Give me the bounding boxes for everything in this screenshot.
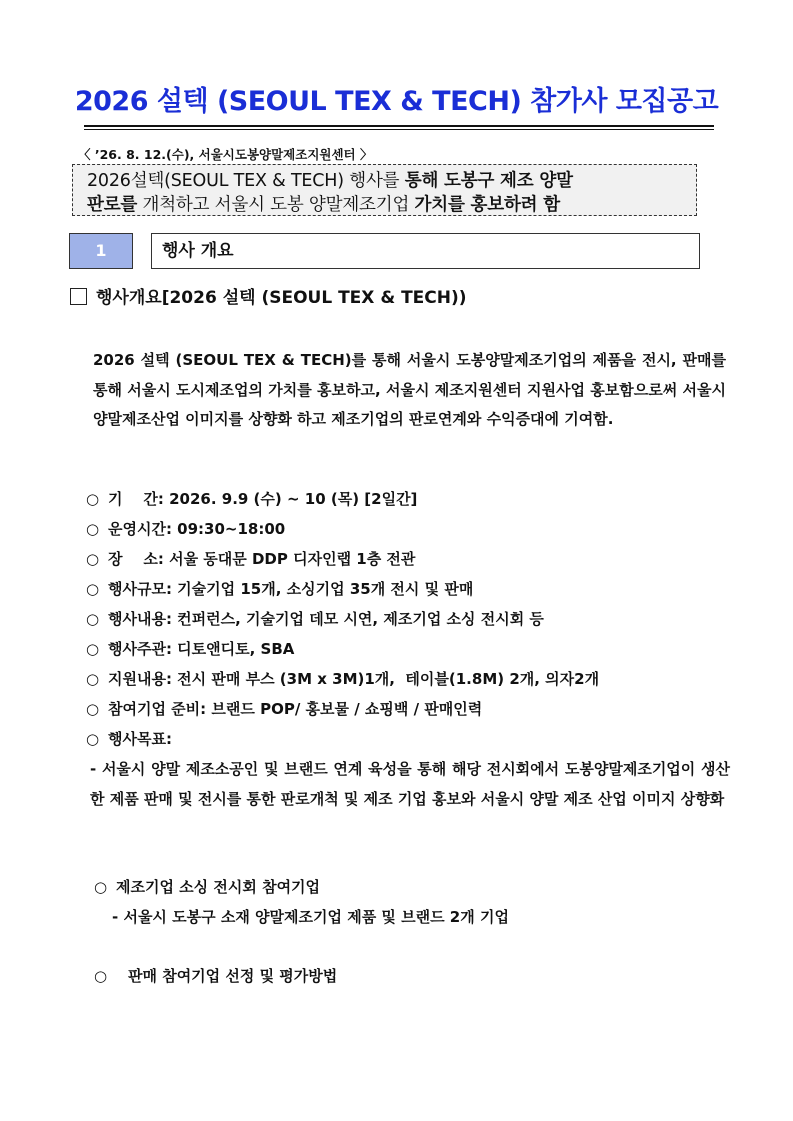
circle-bullet-icon: ○ — [86, 520, 100, 538]
list-item — [86, 484, 731, 514]
circle-bullet-icon: ○ — [86, 550, 100, 568]
list-item — [86, 634, 731, 664]
section-number: 1 — [69, 233, 133, 269]
selection-title: 판매 참여기업 선정 및 평가방법 — [128, 967, 338, 985]
participants-section — [94, 872, 509, 932]
circle-bullet-icon: ○ — [86, 730, 100, 748]
item-text: 참여기업 준비: 브랜드 POP/ 홍보물 / 쇼핑백 / 판매인력 — [108, 700, 483, 718]
circle-bullet-icon: ○ — [86, 490, 100, 508]
item-text: 행사내용: 컨퍼런스, 기술기업 데모 시연, 제조기업 소싱 전시회 등 — [108, 610, 544, 628]
list-item — [86, 574, 731, 604]
title-divider-thin — [84, 129, 714, 130]
participants-title: 제조기업 소싱 전시회 참여기업 — [116, 878, 321, 896]
item-text: 행사규모: 기술기업 15개, 소싱기업 35개 전시 및 판매 — [108, 580, 474, 598]
circle-bullet-icon: ○ — [86, 640, 100, 658]
checkbox-icon — [70, 288, 87, 305]
list-item — [86, 664, 731, 694]
title-divider — [84, 125, 714, 127]
list-item — [86, 604, 731, 634]
participants-detail: - 서울시 도봉구 소재 양말제조기업 제품 및 브랜드 2개 기업 — [112, 908, 509, 926]
summary-emphasis: 통해 도봉구 제조 양말 — [404, 171, 573, 191]
circle-bullet-icon: ○ — [94, 878, 108, 896]
selection-section — [94, 961, 337, 991]
circle-bullet-icon: ○ — [86, 670, 100, 688]
summary-text: 개척하고 서울시 도봉 양말제조기업 — [142, 195, 410, 215]
circle-bullet-icon: ○ — [94, 967, 108, 985]
list-item — [86, 724, 731, 754]
event-details-list — [86, 484, 731, 814]
page-title: 2026 설텍 (SEOUL TEX & TECH) 참가사 모집공고 — [74, 86, 719, 117]
item-text: 운영시간: 09:30~18:00 — [108, 520, 286, 538]
goal-description: - 서울시 양말 제조소공인 및 브랜드 연계 육성을 통해 해당 전시회에서 도봉양말제조기업이 생산한 제품 판매 및 전시를 통한 판로개척 및 제조 기업 홍보와 서울시 양말 제조 산업 이미지 상향화 — [90, 760, 730, 808]
item-text: 기 간: 2026. 9.9 (수) ~ 10 (목) [2일간] — [108, 490, 418, 508]
subsection-heading-text: 행사개요[2026 설텍 (SEOUL TEX & TECH)) — [96, 288, 467, 308]
list-item — [86, 514, 731, 544]
summary-emphasis: 판로를 — [87, 195, 138, 215]
circle-bullet-icon: ○ — [86, 580, 100, 598]
dateline: 〈 ’26. 8. 12.(수), 서울시도봉양말제조지원센터 〉 — [78, 147, 373, 162]
intro-paragraph: 2026 설텍 (SEOUL TEX & TECH)를 통해 서울시 도봉양말제조기업의 제품을 전시, 판매를 통해 서울시 도시제조업의 가치를 홍보하고, 서울시 제조지원센터 지원사업 홍보함으로써 서울시 양말제조산업 이미지를 상향화 하고 제조기업의 판로연계와 수익증대에 기여함. — [93, 351, 726, 428]
circle-bullet-icon: ○ — [86, 700, 100, 718]
summary-emphasis: 가치를 홍보하려 함 — [414, 195, 560, 215]
list-item — [86, 694, 731, 724]
item-text: 장 소: 서울 동대문 DDP 디자인랩 1층 전관 — [108, 550, 416, 568]
summary-box — [72, 164, 697, 216]
list-item — [86, 544, 731, 574]
section-title: 행사 개요 — [151, 233, 700, 269]
item-text: 행사주관: 디토앤디토, SBA — [108, 640, 295, 658]
subsection-heading — [70, 287, 467, 309]
summary-text: 2026설텍(SEOUL TEX & TECH) 행사를 — [87, 171, 400, 191]
item-text: 지원내용: 전시 판매 부스 (3M x 3M)1개, 테이블(1.8M) 2개, 의자2개 — [108, 670, 600, 688]
item-text: 행사목표: — [108, 730, 172, 748]
circle-bullet-icon: ○ — [86, 610, 100, 628]
